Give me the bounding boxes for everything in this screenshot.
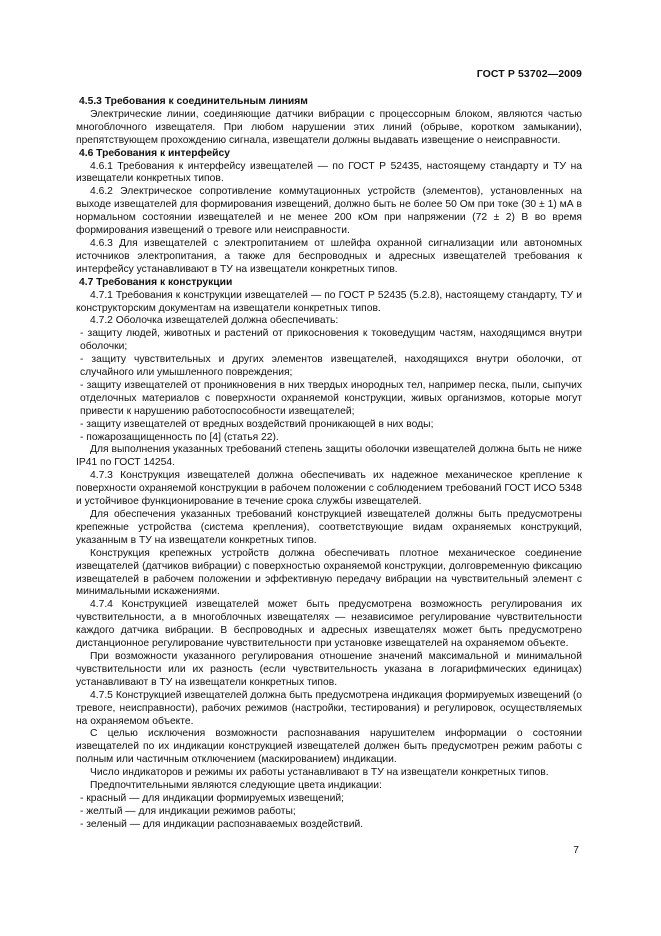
standard-designation: ГОСТ Р 53702—2009 — [476, 68, 582, 80]
list-item: - защиту извещателей от проникновения в них твердых инородных тел, например песка, пыли, сыпучих отделочных материалов с поверхности охраняемой конструкции, живых организмов, которые могут привести к нарушению работоспособности извещателей; — [80, 379, 582, 417]
paragraph: Электрические линии, соединяющие датчики вибрации с процессорным блоком, являются частью многоблочного извещателя. При любом нарушении этих линий (обрыве, коротком замыкании), препятствующем прохождению сигнала, извещатели должны выдавать извещение о неисправности. — [76, 108, 582, 146]
paragraph: Предпочтительными являются следующие цвета индикации: — [90, 780, 382, 792]
paragraph: 4.7.3 Конструкция извещателей должна обеспечивать их надежное механическое крепление к поверхности охраняемой конструкции в рабочем положении с соблюдением требований ГОСТ ИСО 5348 и устойчивое функционирование в течение срока службы извещателей. — [76, 470, 582, 508]
paragraph: 4.7.2 Оболочка извещателей должна обеспечивать: — [90, 315, 339, 327]
list-item: - желтый — для индикации режимов работы; — [80, 805, 296, 817]
section-heading: 4.7 Требования к конструкции — [79, 276, 233, 288]
list-item: - защиту чувствительных и других элементов извещателей, находящихся внутри оболочки, от случайного или умышленного повреждения; — [80, 354, 582, 379]
list-item: - зеленый — для индикации распознаваемых воздействий. — [80, 818, 364, 830]
document-body — [76, 96, 582, 832]
paragraph: Для выполнения указанных требований степень защиты оболочки извещателей должна быть не ниже IP41 по ГОСТ 14254. — [76, 444, 582, 469]
paragraph: Число индикаторов и режимы их работы устанавливают в ТУ на извещатели конкретных типов. — [90, 767, 549, 779]
paragraph: 4.6.1 Требования к интерфейсу извещателей — по ГОСТ Р 52435, настоящему стандарту и ТУ на извещатели конкретных типов. — [76, 160, 582, 185]
list-item: - пожарозащищенность по [4] (статья 22). — [80, 431, 279, 443]
list-item: - защиту людей, животных и растений от прикосновения к токоведущим частям, находящимся внутри оболочки; — [80, 328, 582, 353]
list-item: - защиту извещателей от вредных воздействий проникающей в них воды; — [80, 418, 434, 430]
paragraph: С целью исключения возможности распознавания нарушителем информации о состоянии извещателей по их индикации конструкцией извещателей должен быть предусмотрен режим работы с полным или частичным отключением (маскированием) индикации. — [76, 728, 582, 766]
section-heading: 4.5.3 Требования к соединительным линиям — [79, 96, 308, 107]
paragraph: 4.7.5 Конструкцией извещателей должна быть предусмотрена индикация формируемых извещений (о тревоге, неисправности), рабочих режимов (настройки, тестирования) и регулировок, осуществляемых на охраняемом объекте. — [76, 689, 582, 727]
paragraph: Конструкция крепежных устройств должна обеспечивать плотное механическое соединение извещателей (датчиков вибрации) с поверхностью охраняемой конструкции, долговременную фиксацию извещателей в рабочем положении и эффективную передачу вибрации на чувствительный элемент с минимальными искажениями. — [76, 547, 582, 598]
paragraph: При возможности указанного регулирования отношение значений максимальной и минимальной чувствительности или их разность (если чувствительность указана в логарифмических единицах) устанавливают в ТУ на извещатели конкретных типов. — [76, 650, 582, 688]
page-number: 7 — [573, 845, 579, 856]
paragraph: 4.6.2 Электрическое сопротивление коммутационных устройств (элементов), установленных на выходе извещателей для формирования извещений, должно быть не более 50 Ом при токе (30 ± 1) мА в нормальном состоянии извещателей и не менее 200 кОм при напряжении (72 ± 2) В во время формирования извещений о тревоге или неисправности. — [76, 186, 582, 237]
section-heading: 4.6 Требования к интерфейсу — [79, 147, 230, 159]
paragraph: 4.7.1 Требования к конструкции извещателей — по ГОСТ Р 52435 (5.2.8), настоящему стандарту, ТУ и конструкторским документам на извещатели конкретных типов. — [76, 289, 582, 314]
paragraph: Для обеспечения указанных требований конструкцией извещателей должны быть предусмотрены крепежные устройства (система крепления), соответствующие видам охраняемых конструкций, указанным в ТУ на извещатели конкретных типов. — [76, 509, 582, 546]
paragraph: 4.6.3 Для извещателей с электропитанием от шлейфа охранной сигнализации или автономных источников электропитания, а также для беспроводных и адресных извещателей требования к интерфейсу устанавливают в ТУ на извещатели конкретных типов. — [76, 237, 582, 275]
paragraph: 4.7.4 Конструкцией извещателей может быть предусмотрена возможность регулирования их чувствительности, а в многоблочных извещателях — независимое регулирование чувствительности каждого датчика вибрации. В беспроводных и адресных извещателях может быть предусмотрено дистанционное регулирование чувствительности при установке извещателей на охраняемом объекте. — [76, 599, 582, 650]
list-item: - красный — для индикации формируемых извещений; — [80, 792, 344, 804]
